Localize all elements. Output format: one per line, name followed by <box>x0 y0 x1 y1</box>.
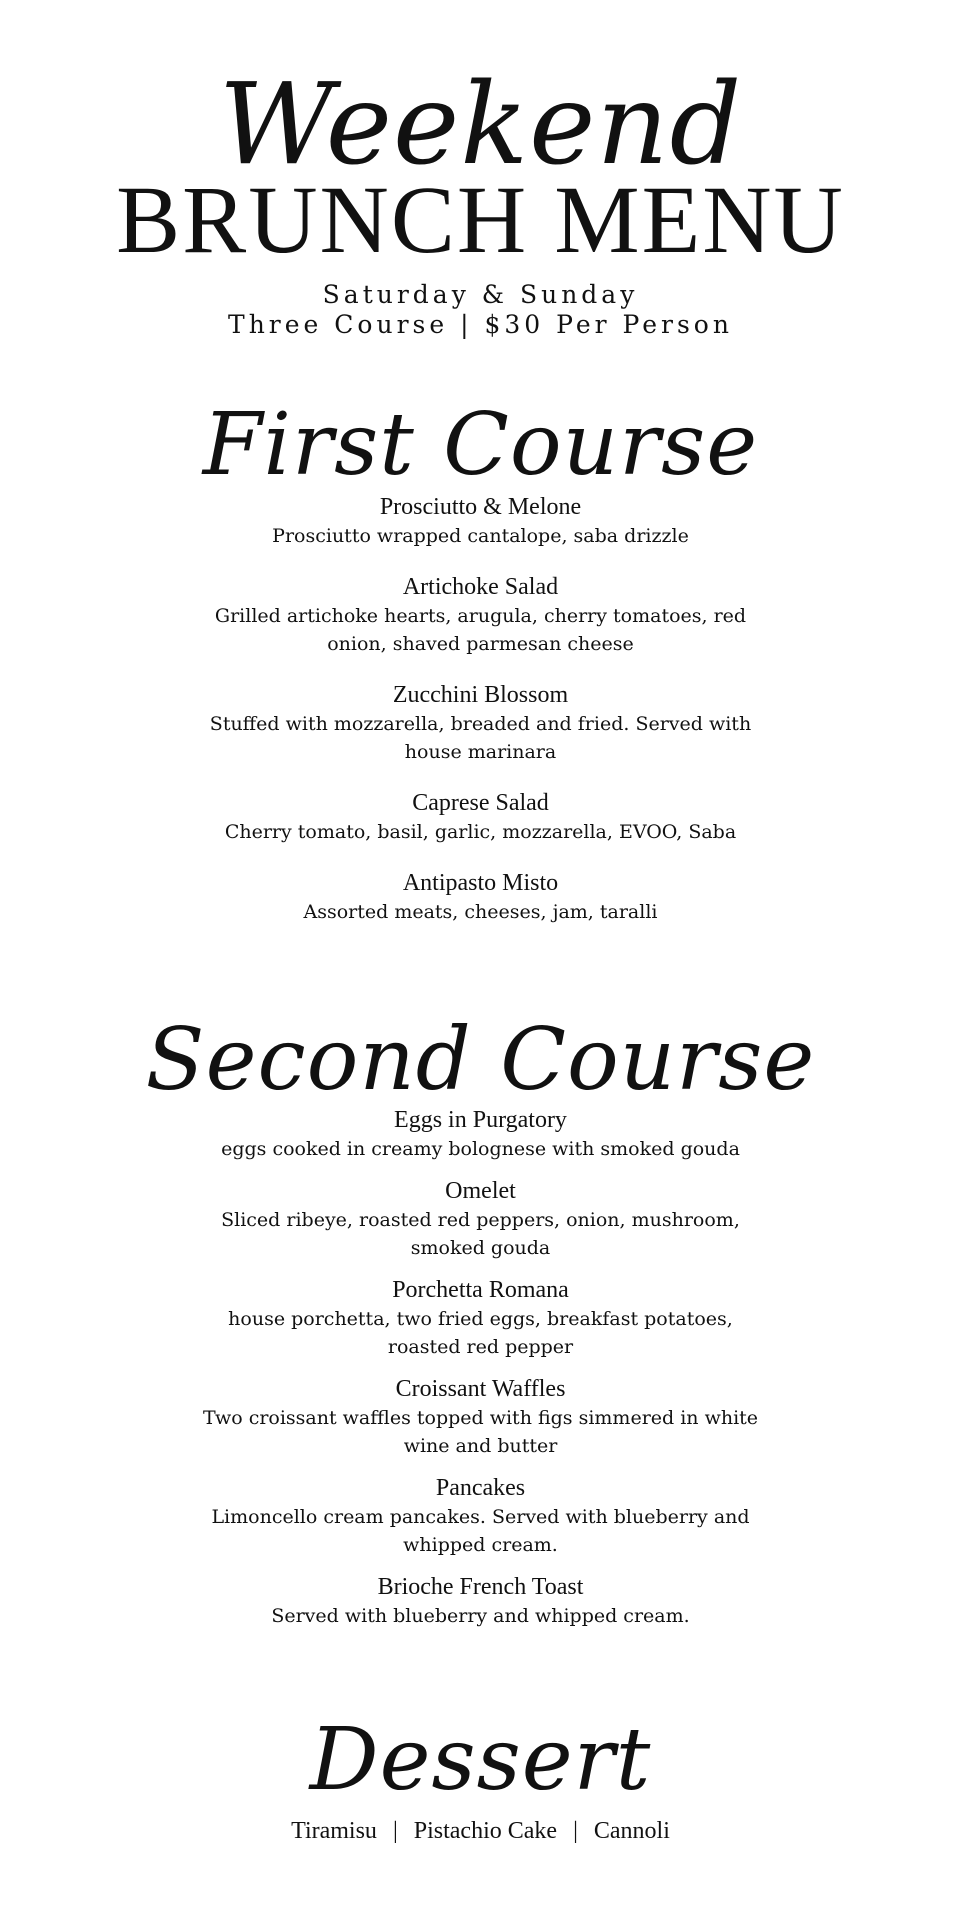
menu-item <box>190 572 771 658</box>
item-description: Two croissant waffles topped with figs simmered in white wine and butter <box>202 1407 759 1457</box>
menu-item <box>190 1374 771 1460</box>
item-description: eggs cooked in creamy bolognese with smoked gouda <box>221 1138 740 1160</box>
menu-item <box>190 1275 771 1361</box>
item-name: Zucchini Blossom <box>392 682 569 708</box>
subtitle-price: Three Course | $30 Per Person <box>228 310 733 339</box>
item-description: Grilled artichoke hearts, arugula, cherry tomatoes, red onion, shaved parmesan cheese <box>214 605 747 655</box>
item-name: Antipasto Misto <box>402 870 559 896</box>
menu-item <box>190 492 771 550</box>
item-description: Assorted meats, cheeses, jam, taralli <box>303 901 658 923</box>
menu-item <box>190 1473 771 1559</box>
first-course-section <box>190 492 771 948</box>
item-name: Eggs in Purgatory <box>394 1107 567 1133</box>
item-name: Pancakes <box>435 1475 526 1501</box>
item-name: Caprese Salad <box>412 790 549 816</box>
item-description: Prosciutto wrapped cantalope, saba drizzle <box>272 525 689 547</box>
item-name: Omelet <box>445 1178 516 1204</box>
separator: | <box>573 1818 578 1844</box>
item-name: Artichoke Salad <box>402 574 559 600</box>
item-description: Cherry tomato, basil, garlic, mozzarella, EVOO, Saba <box>224 821 737 843</box>
separator: | <box>392 1818 398 1844</box>
second-course-section <box>190 1105 771 1643</box>
menu-item <box>190 1572 771 1630</box>
item-description: Served with blueberry and whipped cream. <box>271 1605 690 1627</box>
first-course-title: First Course <box>202 395 759 495</box>
dessert-item: Cannoli <box>593 1818 670 1844</box>
menu-item <box>190 1176 771 1262</box>
item-description: house porchetta, two fried eggs, breakfast potatoes, roasted red pepper <box>228 1308 733 1358</box>
menu-item <box>190 868 771 926</box>
dessert-item: Tiramisu <box>291 1818 377 1844</box>
dessert-title: Dessert <box>309 1710 652 1810</box>
item-description: Sliced ribeye, roasted red peppers, onion, mushroom, smoked gouda <box>221 1209 740 1259</box>
item-name: Porchetta Romana <box>392 1277 569 1303</box>
title-brunch-menu: BRUNCH MENU <box>116 166 845 273</box>
dessert-list <box>0 1816 961 1846</box>
item-description: Stuffed with mozzarella, breaded and fried. Served with house marinara <box>209 713 752 763</box>
menu-item <box>190 680 771 766</box>
item-name: Prosciutto & Melone <box>379 494 582 520</box>
item-name: Croissant Waffles <box>395 1376 566 1402</box>
second-course-title: Second Course <box>145 1010 816 1110</box>
dessert-item: Pistachio Cake <box>413 1818 558 1844</box>
menu-item <box>190 788 771 846</box>
item-description: Limoncello cream pancakes. Served with blueberry and whipped cream. <box>211 1506 750 1556</box>
subtitle-days: Saturday & Sunday <box>322 280 639 309</box>
title-script-weekend: Weekend <box>218 60 743 190</box>
menu-item <box>190 1105 771 1163</box>
item-name: Brioche French Toast <box>377 1574 584 1600</box>
